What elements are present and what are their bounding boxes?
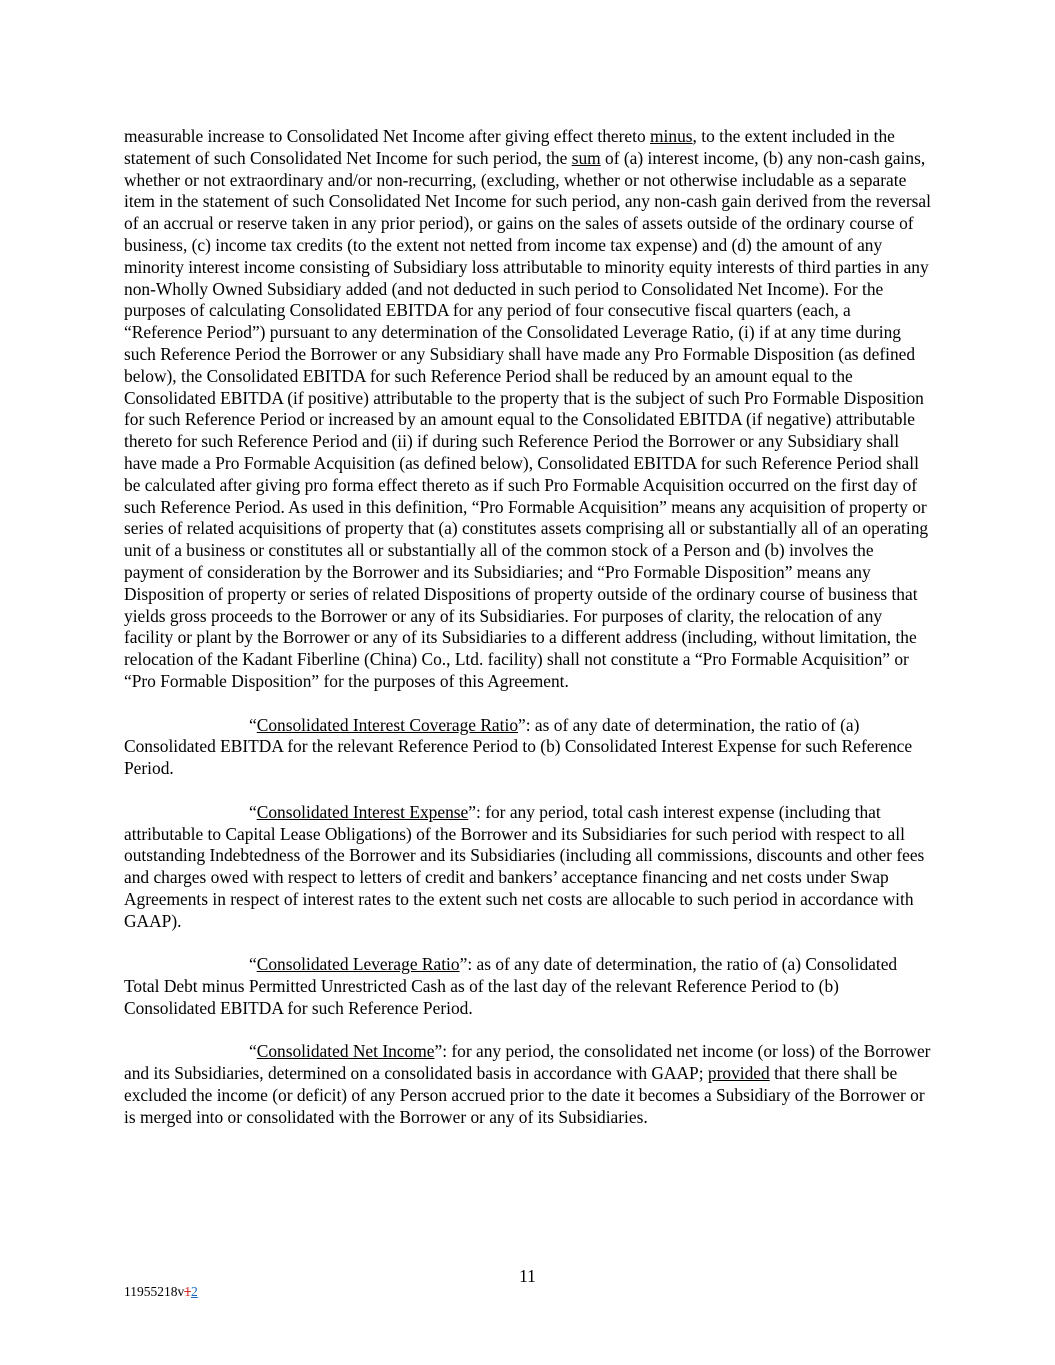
- doc-id-inserted-revision: 2: [191, 1284, 198, 1299]
- defined-term: Consolidated Interest Expense: [256, 801, 469, 822]
- defined-term: Consolidated Leverage Ratio: [256, 954, 460, 975]
- provided-underlined: provided: [707, 1063, 770, 1084]
- continuation-text-2: , to the extent included in the statement of such Consolidated Net Income for such period, the: [124, 126, 895, 168]
- definition-text-after: that there shall be excluded the income (or deficit) of any Person accrued prior to the date it becomes a Subsidiary of the Borrower or is merged into or consolidated with the Borrower or any of its Subsidiaries.: [124, 1063, 925, 1127]
- close-quote: ”: [459, 954, 468, 975]
- close-quote: ”: [468, 801, 477, 822]
- definition-text: : as of any date of determination, the ratio of (a) Consolidated EBITDA for the relevant Reference Period to (b) Consolidated Interest Expense for such Reference Period.: [124, 714, 913, 779]
- definition-text: : for any period, total cash interest expense (including that attributable to Capital Lease Obligations) of the Borrower and its Subsidiaries for such period with respect to all outstanding Indebtedness of the Borrower and its Subsidiaries (including all commissions, discounts and other fees and charges owed with respect to letters of credit and bankers’ acceptance financing and net costs under Swap Agreements in respect of interest rates to the extent such net costs are allocable to such period in accordance with GAAP).: [124, 801, 925, 931]
- definition-text: : as of any date of determination, the ratio of (a) Consolidated Total Debt minus Permitted Unrestricted Cash as of the last day of the relevant Reference Period to (b) Consolidated EBITDA for such Reference Period.: [124, 954, 898, 1018]
- continuation-text-3: of (a) interest income, (b) any non-cash gains, whether or not extraordinary and/or non-recurring, (excluding, whether or not otherwise includable as a separate item in the statement of such Consolidated Net Income for such period, any non-cash gain derived from the reversal of an accrual or reserve taken in any prior period), or gains on the sales of assets outside of the ordinary course of business, (c) income tax credits (to the extent not netted from income tax expense) and (d) the amount of any minority interest income consisting of Subsidiary loss attributable to minority equity interests of third parties in any non-Wholly Owned Subsidiary added (and not deducted in such period to Consolidated Net Income). For the purposes of calculating Consolidated EBITDA for any period of four consecutive fiscal quarters (each, a “Reference Period”) pursuant to any determination of the Consolidated Leverage Ratio, (i) if at any time during such Reference Period the Borrower or any Subsidiary shall have made any Pro Formable Disposition (as defined below), the Consolidated EBITDA for such Reference Period shall be reduced by an amount equal to the Consolidated EBITDA (if positive) attributable to the property that is the subject of such Pro Formable Disposition for such Reference Period or increased by an amount equal to the Consolidated EBITDA (if negative) attributable thereto for such Reference Period and (ii) if during such Reference Period the Borrower or any Subsidiary shall have made a Pro Formable Acquisition (as defined below), Consolidated EBITDA for such Reference Period shall be calculated after giving pro forma effect thereto as if such Pro Formable Acquisition occurred on the first day of such Reference Period. As used in this definition, “Pro Formable Acquisition” means any acquisition of property or series of related acquisitions of property that (a) constitutes assets comprising all or substantially all of an operating unit of a business or constitutes all or substantially all of the common stock of a Person and (b) involves the payment of consideration by the Borrower and its Subsidiaries; and “Pro Formable Disposition” means any Disposition of property or series of related Dispositions of property outside of the ordinary course of business that yields gross proceeds to the Borrower or any of its Subsidiaries. For purposes of clarity, the relocation of any facility or plant by the Borrower or any of its Subsidiaries to a different address (including, without limitation, the relocation of the Kadant Fiberline (China) Co., Ltd. facility) shall not constitute a “Pro Formable Acquisition” or “Pro Formable Disposition” for the purposes of this Agreement.: [124, 147, 931, 691]
- defined-term: Consolidated Interest Coverage Ratio: [256, 714, 519, 735]
- doc-id-prefix: 11955218v: [124, 1284, 185, 1299]
- close-quote: ”: [434, 1041, 443, 1062]
- definition-net-income: [124, 1041, 932, 1128]
- open-quote: “: [249, 714, 257, 735]
- minus-underlined: minus: [650, 126, 693, 146]
- open-quote: “: [249, 801, 257, 822]
- close-quote: ”: [518, 714, 526, 735]
- sum-underlined: sum: [571, 147, 601, 168]
- definition-interest-expense: [124, 802, 932, 933]
- open-quote: “: [249, 1041, 257, 1062]
- doc-id-deleted-revision: 1: [184, 1284, 191, 1299]
- ebitda-definition-continuation: [124, 126, 932, 693]
- open-quote: “: [249, 954, 257, 975]
- definition-leverage-ratio: [124, 954, 932, 1019]
- document-body: [124, 126, 932, 1129]
- continuation-text-1: measurable increase to Consolidated Net Income after giving effect thereto: [124, 126, 651, 146]
- document-id: [124, 1284, 198, 1300]
- defined-term: Consolidated Net Income: [256, 1041, 435, 1062]
- definition-text: : for any period, the consolidated net income (or loss) of the Borrower and its Subsidiaries, determined on a consolidated basis in accordance with GAAP;: [124, 1041, 931, 1084]
- definition-interest-coverage-ratio: [124, 715, 932, 780]
- page-number: 11: [519, 1266, 536, 1286]
